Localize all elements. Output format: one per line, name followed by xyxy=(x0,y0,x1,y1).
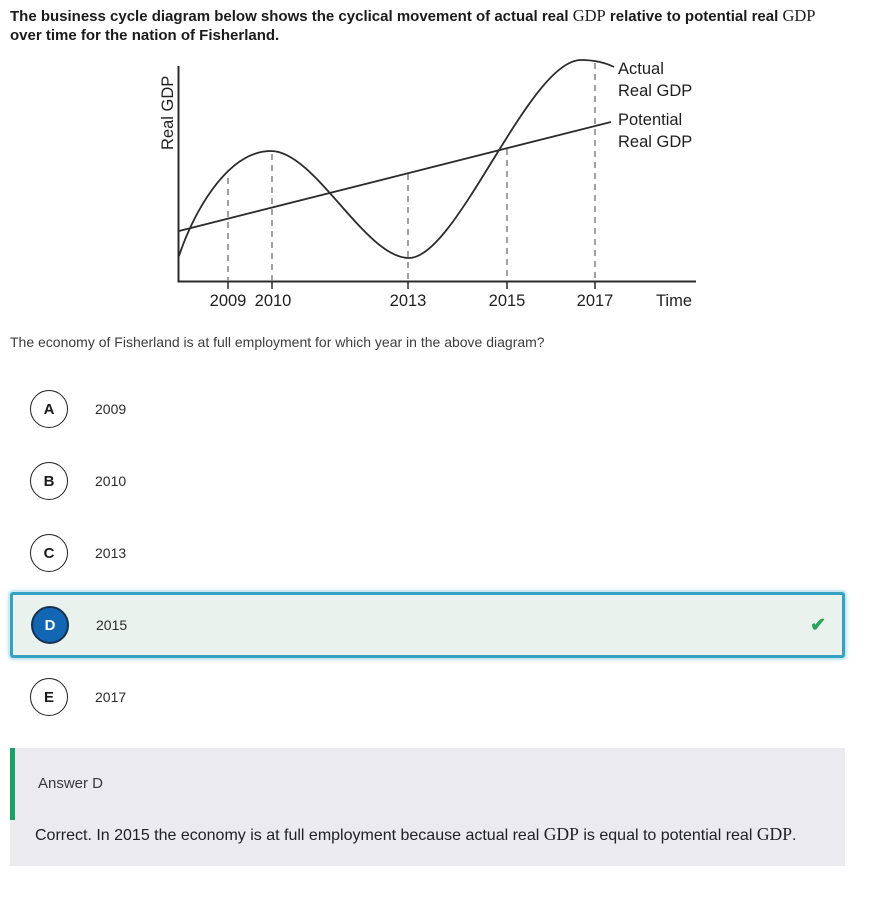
legend-potential-line1: Potential xyxy=(618,111,683,129)
intro-text: The business cycle diagram below shows the cyclical movement of actual real xyxy=(10,8,573,25)
feedback-accent-bar xyxy=(10,748,15,820)
y-axis-label: Real GDP xyxy=(159,75,177,150)
potential-gdp-line xyxy=(179,122,611,231)
tick-label-2013: 2013 xyxy=(389,292,427,310)
explanation-text: is equal to potential real xyxy=(578,827,757,844)
option-a-badge[interactable]: A xyxy=(30,390,68,428)
tick-label-2009: 2009 xyxy=(209,292,247,310)
question-intro xyxy=(10,6,850,45)
question-prompt: The economy of Fisherland is at full employment for which year in the above diagram? xyxy=(10,334,545,350)
intro-text: relative to potential real xyxy=(605,8,783,25)
legend-actual-line1: Actual xyxy=(618,60,664,78)
option-d-selected-correct[interactable] xyxy=(10,592,845,658)
tick-label-2010: 2010 xyxy=(254,292,292,310)
option-a-label: 2009 xyxy=(95,401,127,417)
answer-feedback-panel xyxy=(10,748,845,866)
option-c-badge[interactable]: C xyxy=(30,534,68,572)
diagram-svg xyxy=(140,50,700,312)
explanation-text: . xyxy=(792,827,797,844)
gdp-math-text: GDP xyxy=(543,824,579,844)
gdp-math-text: GDP xyxy=(756,824,793,844)
business-cycle-diagram xyxy=(140,50,700,312)
option-c[interactable] xyxy=(10,520,845,586)
options-list xyxy=(10,376,845,736)
intro-text: over time for the nation of Fisherland. xyxy=(10,27,280,44)
actual-gdp-curve xyxy=(179,60,614,258)
option-c-label: 2013 xyxy=(95,545,127,561)
correct-checkmark-icon: ✔ xyxy=(810,614,826,636)
x-axis-label: Time xyxy=(655,292,693,310)
option-e-label: 2017 xyxy=(95,689,127,705)
answer-heading: Answer D xyxy=(38,775,104,792)
option-b-label: 2010 xyxy=(95,473,127,489)
option-b-badge[interactable]: B xyxy=(30,462,68,500)
option-d-label: 2015 xyxy=(96,617,128,633)
option-e-badge[interactable]: E xyxy=(30,678,68,716)
tick-label-2015: 2015 xyxy=(488,292,526,310)
option-b[interactable] xyxy=(10,448,845,514)
option-d-badge[interactable]: D xyxy=(31,606,69,644)
tick-label-2017: 2017 xyxy=(576,292,614,310)
gdp-math-text: GDP xyxy=(782,6,816,25)
legend-potential-line2: Real GDP xyxy=(618,133,693,151)
option-e[interactable] xyxy=(10,664,845,730)
legend-actual-line2: Real GDP xyxy=(618,82,693,100)
option-a[interactable] xyxy=(10,376,845,442)
gdp-math-text: GDP xyxy=(572,6,606,25)
answer-explanation xyxy=(35,824,796,845)
explanation-text: Correct. In 2015 the economy is at full employment because actual real xyxy=(35,827,544,844)
